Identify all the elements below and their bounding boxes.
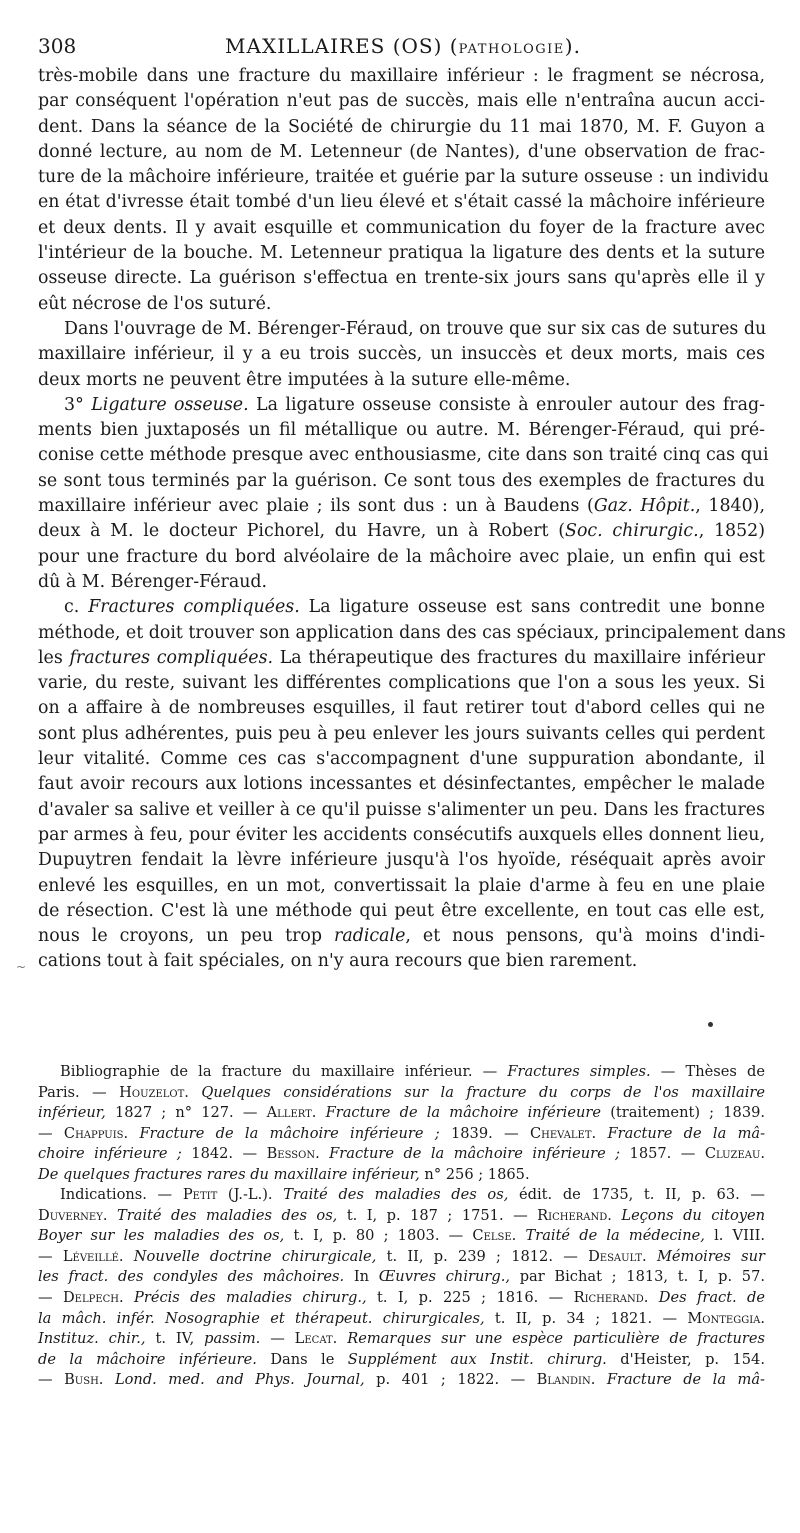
bib-text: Indications. — (60, 1186, 173, 1204)
bib-title: Fracture de la mâchoire inférieure ; (139, 1124, 440, 1142)
bib-text: — Thèses de (660, 1063, 765, 1080)
bib-line (38, 1144, 765, 1165)
text-line: Dans l'ouvrage de M. Bérenger-Féraud, on trouve que sur six cas de sutures du (64, 318, 767, 339)
bib-line (38, 1370, 765, 1391)
bib-text: d'Heister, p. 154. (620, 1350, 765, 1368)
bib-text: — (38, 1124, 53, 1142)
text-fragment: , 1840), (695, 496, 765, 517)
text-line: ments bien juxtaposés un fil métallique ou autre. M. Bérenger-Féraud, qui pré- (38, 420, 765, 441)
text-line: dû à M. Bérenger-Féraud. (38, 571, 268, 592)
bib-title: Boyer sur les maladies des os, (38, 1227, 285, 1245)
journal-title: Gaz. Hôpit. (593, 496, 696, 517)
bib-author: Cluzeau. (704, 1145, 766, 1163)
text-line: par armes à feu, pour éviter les accidents consécutifs auxquels elles donnent lieu, (38, 824, 765, 845)
bib-author: Chappuis. (63, 1124, 129, 1142)
bib-title: Lond. med. and Phys. Journal, (114, 1371, 365, 1389)
bib-title: Remarques sur une espèce particulière de fractures (347, 1330, 766, 1348)
bib-title: la mâch. infér. Nosographie et thérapeut. chirurgicales, (38, 1309, 485, 1327)
bib-title: Supplément aux Instit. chirurg. (347, 1350, 607, 1368)
ink-dot (708, 1022, 713, 1027)
bib-author: Monteggia. (687, 1309, 766, 1327)
bib-title: choire inférieure ; (38, 1145, 182, 1163)
bib-text: t. I, p. 80 ; 1803. — (293, 1227, 464, 1245)
bib-text: (traitement) ; 1839. (610, 1104, 766, 1122)
main-text (38, 64, 786, 975)
bib-line (38, 1124, 765, 1145)
bib-line (38, 1288, 765, 1309)
bib-title: de la mâchoire inférieure. (38, 1350, 257, 1368)
bib-author: Chevalet. (529, 1124, 597, 1142)
text-line: dent. Dans la séance de la Société de chirurgie du 11 mai 1870, M. F. Guyon a (38, 116, 765, 137)
text-line: eût nécrose de l'os suturé. (38, 293, 272, 314)
bib-title: Quelques considérations sur la fracture du corps de l'os maxillaire (201, 1083, 766, 1101)
bibliography (38, 1062, 765, 1391)
text-fragment: La ligature osseuse est sans contredit une bonne (308, 597, 765, 618)
bib-title: Fracture de la mâchoire inférieure ; (329, 1145, 621, 1163)
bib-text: p. 401 ; 1822. — (376, 1371, 526, 1389)
bib-text: — (38, 1289, 53, 1307)
bib-title: passim. (204, 1330, 261, 1348)
text-line (38, 393, 765, 418)
bib-title: Mémoires sur (656, 1247, 766, 1265)
text-line: conise cette méthode presque avec enthousiasme, cite dans son traité cinq cas qui (38, 445, 769, 466)
running-title-end: ). (564, 34, 581, 58)
bib-line (38, 1165, 765, 1186)
bib-author: Richerand. (537, 1206, 612, 1224)
bib-author: Allert. (266, 1104, 317, 1122)
bib-author: Besson. (266, 1145, 320, 1163)
bib-author: Blandin. (536, 1371, 596, 1389)
bib-text: Paris. — (38, 1083, 107, 1101)
bib-title: De quelques fractures rares du maxillaire inférieur, (38, 1165, 420, 1183)
text-line: par conséquent l'opération n'eut pas de succès, mais elle n'entraîna aucun acci- (38, 91, 765, 112)
bib-text: édit. de 1735, t. II, p. 63. — (519, 1186, 766, 1204)
text-line (38, 646, 765, 671)
journal-title: Soc. chirurgic. (565, 521, 699, 542)
bib-text: t. I, p. 225 ; 1816. — (376, 1289, 564, 1307)
text-line: osseuse directe. La guérison s'effectua en trente-six jours sans qu'après elle il y (38, 268, 765, 289)
section-heading-ligature: Ligature osseuse. (91, 394, 249, 415)
text-fragment: La (256, 394, 278, 415)
bib-line (38, 1103, 765, 1124)
text-line: en état d'ivresse était tombé d'un lieu élevé et s'était cassé la mâchoire inférieure (38, 192, 765, 213)
text-line: faut avoir recours aux lotions incessantes et désinfectantes, empêcher le malade (38, 774, 765, 795)
bib-text: par Bichat ; 1813, t. I, p. 57. (519, 1268, 766, 1286)
text-line: se sont tous terminés par la guérison. Ce sont tous des exemples de fractures du (38, 470, 765, 491)
bib-author: Desault. (588, 1247, 647, 1265)
text-line: très-mobile dans une fracture du maxillaire inférieur : le fragment se nécrosa, (38, 66, 765, 86)
bib-line (38, 1206, 765, 1227)
text-line: l'intérieur de la bouche. M. Letenneur pratiqua la ligature des dents et la suture (38, 243, 765, 264)
bib-title: Instituz. chir., (38, 1330, 146, 1348)
running-title-main: MAXILLAIRES (OS) ( (225, 34, 459, 58)
page-header (38, 30, 768, 66)
bib-text: — (38, 1371, 53, 1389)
text-line (38, 494, 765, 519)
text-line: cations tout à fait spéciales, on n'y aura recours que bien rarement. (38, 951, 638, 972)
text-line: ture de la mâchoire inférieure, traitée et guérie par la suture osseuse : un individu (38, 167, 769, 188)
margin-mark: ~ (16, 960, 27, 974)
text-fragment: , et nous pensons, qu'à moins d'indi- (405, 926, 765, 947)
bib-title: inférieur, (38, 1104, 106, 1122)
running-title-subject: PATHOLOGIE (458, 42, 565, 57)
text-line (38, 924, 765, 949)
bib-title: Nouvelle doctrine chirurgicale, (133, 1247, 377, 1265)
emphasis: fractures compliquées. (69, 647, 274, 668)
text-fragment: deux à M. le docteur Pichorel, du Havre, un à Robert ( (38, 521, 566, 542)
bib-author: Petit (J.-L.). (182, 1186, 273, 1204)
bib-line (38, 1247, 765, 1268)
bib-title: les fract. des condyles des mâchoires. (38, 1268, 345, 1286)
bib-line (38, 1083, 765, 1104)
section-heading-compliquees: Fractures compliquées. (88, 597, 300, 618)
bib-author: Duverney. (38, 1206, 108, 1224)
bib-author: Celse. (472, 1227, 517, 1245)
bib-author: Richerand. (573, 1289, 649, 1307)
bib-title: Fractures simples. (507, 1063, 651, 1080)
bib-line (38, 1309, 765, 1330)
running-title (38, 34, 768, 58)
bib-author: Houzelot. (119, 1083, 189, 1101)
text-fragment: La thérapeutique des fractures du maxillaire inférieur (279, 647, 766, 668)
bib-line (38, 1185, 765, 1206)
bib-text: n° 256 ; 1865. (424, 1165, 530, 1183)
bib-author: Léveillé. (62, 1247, 124, 1265)
bib-text: l. VIII. (714, 1227, 766, 1245)
bib-text: t. I, p. 187 ; 1751. — (346, 1206, 528, 1224)
text-line: pour une fracture du bord alvéolaire de la mâchoire avec plaie, un enfin qui est (38, 546, 765, 567)
text-line: sont plus adhérentes, puis peu à peu enlever les jours suivants celles qui perdent (38, 723, 765, 744)
bib-title: Traité des maladies des os, (283, 1186, 509, 1204)
bib-line (38, 1350, 765, 1371)
section-number: 3° (64, 394, 84, 415)
bib-line (38, 1226, 765, 1247)
text-line: varie, du reste, suivant les différentes complications que l'on a sous les yeux. Si (38, 673, 765, 694)
text-line: maxillaire inférieur, il y a eu trois succès, un insuccès et deux morts, mais ces (38, 344, 765, 365)
bib-text: — (270, 1330, 285, 1348)
bib-text: In (353, 1268, 369, 1286)
text-fragment: nous le croyons, un peu trop (38, 926, 323, 947)
bib-title: Leçons du citoyen (621, 1206, 766, 1224)
text-line: d'avaler sa salive et veiller à ce qu'il puisse s'alimenter un peu. Dans les fractures (38, 799, 765, 820)
bib-line (38, 1062, 765, 1083)
bib-title: Fracture de la mâchoire inférieure (325, 1104, 602, 1122)
text-line (38, 519, 765, 544)
emphasis: radicale (334, 926, 406, 947)
text-fragment: ligature osseuse consiste à enrouler autour des frag- (285, 394, 765, 415)
text-fragment: maxillaire inférieur avec plaie ; ils sont dus : un à Baudens ( (38, 496, 594, 517)
bib-text: 1857. — (629, 1145, 696, 1163)
bib-line (38, 1267, 765, 1288)
bib-author: Delpech. (62, 1289, 124, 1307)
bib-title: Précis des maladies chirurg., (134, 1289, 367, 1307)
bib-text: Bibliographie de la fracture du maxillaire inférieur. — (60, 1063, 498, 1080)
bib-line (38, 1329, 765, 1350)
text-line: Dupuytren fendait la lèvre inférieure jusqu'à l'os hyoïde, réséquait après avoir (38, 850, 765, 871)
bib-text: Dans le (270, 1350, 335, 1368)
text-fragment: les (38, 647, 63, 668)
text-fragment: , 1852) (698, 521, 765, 542)
text-line: méthode, et doit trouver son application dans des cas spéciaux, principalement dans (38, 622, 786, 643)
text-line: deux morts ne peuvent être imputées à la suture elle-même. (38, 369, 571, 390)
bib-text: t. II, p. 34 ; 1821. — (494, 1309, 678, 1327)
text-line: donné lecture, au nom de M. Letenneur (de Nantes), d'une observation de frac- (38, 141, 765, 162)
text-line: on a affaire à de nombreuses esquilles, il faut retirer tout d'abord celles qui ne (38, 698, 765, 719)
section-letter: c. (64, 597, 80, 618)
bib-text: 1842. — (191, 1145, 258, 1163)
text-line: leur vitalité. Comme ces cas s'accompagnent d'une suppuration abondante, il (38, 749, 765, 770)
bib-title: Traité de la médecine, (525, 1227, 705, 1245)
bib-title: Fracture de la mâ- (607, 1124, 766, 1142)
bib-title: Fracture de la mâ- (606, 1371, 765, 1389)
bib-author: Bush. (64, 1371, 104, 1389)
bib-text: t. II, p. 239 ; 1812. — (386, 1247, 578, 1265)
bib-title: Œuvres chirurg., (378, 1268, 510, 1286)
text-line: enlevé les esquilles, en un mot, convertissait la plaie d'arme à feu en une plaie (38, 875, 765, 896)
text-line: et deux dents. Il y avait esquille et communication du foyer de la fracture avec (38, 217, 765, 238)
bib-title: Traité des maladies des os, (116, 1206, 338, 1224)
bib-text: t. IV, (155, 1330, 195, 1348)
bib-text: 1839. — (450, 1124, 519, 1142)
page-number: 308 (38, 34, 77, 58)
text-line (38, 595, 765, 620)
bib-title: Des fract. de (658, 1289, 766, 1307)
text-line: de résection. C'est là une méthode qui peut être excellente, en tout cas elle est, (38, 900, 765, 921)
bib-text: 1827 ; n° 127. — (114, 1104, 258, 1122)
bib-author: Lecat. (294, 1330, 338, 1348)
bib-text: — (38, 1247, 53, 1265)
